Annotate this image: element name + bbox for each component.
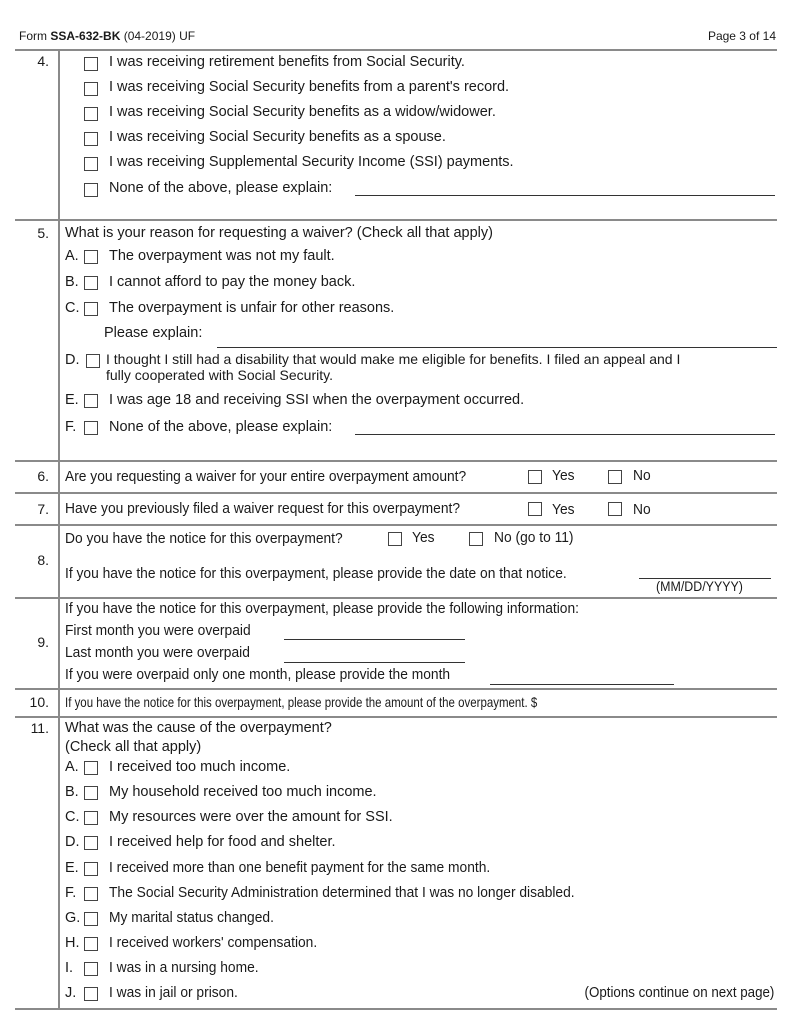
q5-option-label: I thought I still had a disability that would make me eligible for benefits. I filed an appeal and I [106,351,681,367]
q11-option-label: I received more than one benefit payment for the same month. [109,859,491,876]
q8-no-label: No (go to 11) [494,529,574,546]
form-version: (04-2019) UF [120,29,196,43]
q11-checkbox-resources[interactable] [84,811,98,825]
q5-none-explain-field[interactable] [355,434,775,435]
q11-checkbox-household-income[interactable] [84,786,98,800]
option-letter: I. [65,960,74,976]
continue-note: (Options continue on next page) [584,985,774,1001]
q11-checkbox-marital-status[interactable] [84,912,98,926]
q8-no-checkbox[interactable] [469,532,483,546]
option-letter: B. [65,784,79,800]
bottom-rule [15,1008,777,1010]
q6-yes-label: Yes [552,467,575,484]
q5-option-label: I cannot afford to pay the money back. [109,274,356,290]
q9-one-month-field[interactable] [490,684,674,685]
q5-question: What is your reason for requesting a waiver? (Check all that apply) [65,225,493,241]
q4-option-label: None of the above, please explain: [109,180,333,196]
option-letter: A. [65,248,79,264]
q5-option-label-cont: fully cooperated with Social Security. [106,367,333,383]
option-letter: J. [65,985,77,1001]
rule-q11 [15,716,777,718]
q5-option-label: I was age 18 and receiving SSI when the overpayment occurred. [109,392,525,408]
form-id: SSA-632-BK [50,29,121,43]
q6-yes-checkbox[interactable] [528,470,542,484]
q11-option-label: I received help for food and shelter. [109,834,336,850]
q5-checkbox-disability-appeal[interactable] [86,354,100,368]
question-number: 5. [37,225,49,241]
rule-q6 [15,460,777,462]
q11-question: What was the cause of the overpayment? [65,720,332,736]
q5-explain-field[interactable] [217,347,777,348]
option-letter: D. [65,834,80,850]
q5-checkbox-not-my-fault[interactable] [84,250,98,264]
q5-checkbox-unfair[interactable] [84,302,98,316]
q5-option-label: The overpayment is unfair for other reasons. [109,300,395,316]
q5-checkbox-cannot-afford[interactable] [84,276,98,290]
q11-checkbox-no-longer-disabled[interactable] [84,887,98,901]
q4-checkbox-spouse[interactable] [84,132,98,146]
question-number: 6. [37,468,49,484]
q6-no-label: No [633,467,651,484]
q5-explain-label: Please explain: [104,325,203,341]
q8-question: Do you have the notice for this overpayment? [65,530,343,547]
q6-question: Are you requesting a waiver for your entire overpayment amount? [65,468,467,485]
q4-option-label: I was receiving Social Security benefits from a parent's record. [109,79,510,95]
q9-first-month-field[interactable] [284,639,465,640]
question-number: 9. [37,634,49,650]
rule-q8 [15,524,777,526]
q4-checkbox-widow[interactable] [84,107,98,121]
question-number: 4. [37,53,49,69]
q9-one-month-label: If you were overpaid only one month, please provide the month [65,666,451,683]
option-letter: C. [65,300,80,316]
form-identifier [19,29,195,43]
number-column-divider [58,50,60,1010]
option-letter: A. [65,759,79,775]
form-prefix: Form [19,29,51,43]
q11-option-label: I received workers' compensation. [109,934,318,951]
q11-checkbox-jail-prison[interactable] [84,987,98,1001]
q7-yes-label: Yes [552,501,575,518]
q11-checkbox-multiple-payments[interactable] [84,862,98,876]
q11-option-label: I was in jail or prison. [109,984,238,1001]
q11-checkbox-workers-comp[interactable] [84,937,98,951]
q4-option-label: I was receiving Social Security benefits as a widow/widower. [109,104,496,120]
q8-yes-checkbox[interactable] [388,532,402,546]
q7-no-label: No [633,501,651,518]
q7-yes-checkbox[interactable] [528,502,542,516]
q4-checkbox-ssi[interactable] [84,157,98,171]
q9-intro: If you have the notice for this overpayment, please provide the following information: [65,600,579,617]
q6-no-checkbox[interactable] [608,470,622,484]
rule-q5 [15,219,777,221]
option-letter: H. [65,935,80,951]
page-number: Page 3 of 14 [707,29,776,43]
q11-option-label: My marital status changed. [109,909,274,926]
q4-option-label: I was receiving Social Security benefits as a spouse. [109,129,446,145]
q11-subtitle: (Check all that apply) [65,739,202,755]
rule-q7 [15,492,777,494]
q11-option-label: I received too much income. [109,759,291,775]
option-letter: E. [65,392,79,408]
q4-checkbox-none[interactable] [84,183,98,197]
top-rule [15,49,777,51]
question-number: 8. [37,552,49,568]
q11-option-label: My resources were over the amount for SSI. [109,809,393,825]
option-letter: C. [65,809,80,825]
question-number: 7. [37,501,49,517]
option-letter: D. [65,352,80,368]
q11-option-label: The Social Security Administration determined that I was no longer disabled. [109,884,575,901]
q8-yes-label: Yes [412,529,435,546]
rule-q9 [15,597,777,599]
q4-checkbox-parent-record[interactable] [84,82,98,96]
q4-option-label: I was receiving retirement benefits from Social Security. [109,54,465,70]
option-letter: E. [65,860,79,876]
q9-last-month-label: Last month you were overpaid [65,644,250,661]
q8-date-format-hint: (MM/DD/YYYY) [656,579,743,594]
q5-option-label: None of the above, please explain: [109,419,333,435]
q11-checkbox-too-much-income[interactable] [84,761,98,775]
option-letter: F. [65,419,77,435]
q11-checkbox-nursing-home[interactable] [84,962,98,976]
q11-option-label: My household received too much income. [109,784,377,800]
option-letter: G. [65,910,81,926]
q4-checkbox-retirement[interactable] [84,57,98,71]
q10-amount-prompt: If you have the notice for this overpayment, please provide the amount of the overpayment. $ [65,694,538,710]
q11-option-label: I was in a nursing home. [109,959,259,976]
question-number: 10. [29,694,49,710]
q5-option-label: The overpayment was not my fault. [109,248,335,264]
q4-explain-field[interactable] [355,195,775,196]
rule-q10 [15,688,777,690]
q11-checkbox-food-shelter[interactable] [84,836,98,850]
q5-checkbox-none[interactable] [84,421,98,435]
q8-date-prompt: If you have the notice for this overpayment, please provide the date on that notice. [65,565,567,582]
q7-question: Have you previously filed a waiver request for this overpayment? [65,500,461,517]
option-letter: F. [65,885,77,901]
q7-no-checkbox[interactable] [608,502,622,516]
q9-last-month-field[interactable] [284,662,465,663]
q5-checkbox-age-18-ssi[interactable] [84,394,98,408]
question-number: 11. [30,720,49,736]
q4-option-label: I was receiving Supplemental Security Income (SSI) payments. [109,154,514,170]
q9-first-month-label: First month you were overpaid [65,622,251,639]
option-letter: B. [65,274,79,290]
